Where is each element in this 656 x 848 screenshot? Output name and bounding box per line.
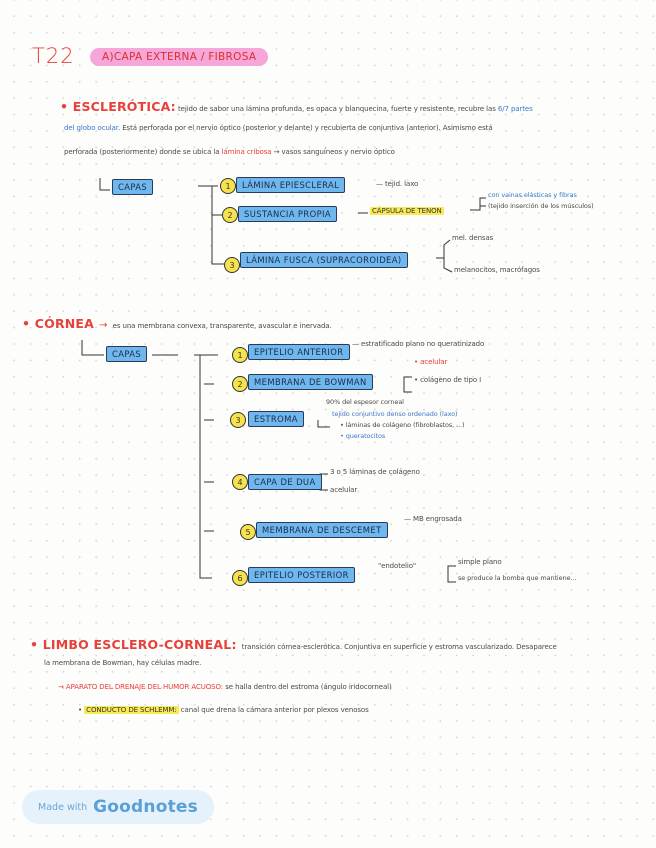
cornea-capas-box: CAPAS xyxy=(106,346,147,362)
layer-estroma: ESTROMA xyxy=(248,411,304,427)
section-title: A)CAPA EXTERNA / FIBROSA xyxy=(90,48,268,66)
layer-note: — MB engrosada xyxy=(404,515,462,523)
layer-note-top: con vainas elásticas y fibras xyxy=(488,191,577,199)
esclerotica-line2: del globo ocular. Está perforada por el nervio óptico (posterior y delante) y recubierta de conjuntiva (anterior). Asimismo está xyxy=(64,124,493,132)
goodnotes-badge xyxy=(22,790,214,824)
limbo-heading: • LIMBO ESCLERO-CORNEAL: xyxy=(30,637,237,652)
layer-note-top: mel. densas xyxy=(452,234,494,242)
limbo-line1: • LIMBO ESCLERO-CORNEAL: transición córnea-esclerótica. Conjuntiva en superficie y estroma vascularizado. Desaparece xyxy=(30,637,557,652)
layer-number: 5 xyxy=(240,524,256,540)
layer-note-bottom: se produce la bomba que mantiene... xyxy=(458,574,577,582)
limbo-drenaje-line: → APARATO DEL DRENAJE DEL HUMOR ACUOSO: se halla dentro del estroma (ángulo iridocorneal) xyxy=(58,683,392,691)
layer-capa-dua: CAPA DE DUA xyxy=(248,474,322,490)
layer-epitelio-posterior: EPITELIO POSTERIOR xyxy=(248,567,355,583)
layer-membrana-bowman: MEMBRANA DE BOWMAN xyxy=(248,374,373,390)
layer-lamina-epiescleral: LÁMINA EPIESCLERAL xyxy=(236,177,345,193)
goodnotes-logo: Goodnotes xyxy=(93,797,198,817)
layer-lamina-fusca: LÁMINA FUSCA (SUPRACOROIDEA) xyxy=(240,252,408,268)
limbo-line2: la membrana de Bowman, hay células madre. xyxy=(44,659,202,667)
layer-note-top: simple plano xyxy=(458,558,502,566)
layer-number: 4 xyxy=(232,474,248,490)
esclerotica-heading: • ESCLERÓTICA: xyxy=(60,99,176,114)
made-with-text: Made with xyxy=(38,801,88,813)
cornea-heading: • CÓRNEA xyxy=(22,316,95,331)
layer-note-top: 3 o 5 láminas de colágeno xyxy=(330,468,420,476)
arrow-icon: → xyxy=(99,320,108,331)
layer-note-b2: • queratocitos xyxy=(340,432,386,440)
layer-note-bottom: (tejido inserción de los músculos) xyxy=(488,202,594,210)
capsula-tenon-highlight: CÁPSULA DE TENON xyxy=(372,207,442,215)
layer-epitelio-anterior: EPITELIO ANTERIOR xyxy=(248,344,350,360)
layer-number: 1 xyxy=(220,178,236,194)
layer-note-top: • acelular xyxy=(414,358,448,366)
cornea-intro: es una membrana convexa, transparente, avascular e inervada. xyxy=(112,322,332,330)
layer-sustancia-propia: SUSTANCIA PROPIA xyxy=(238,206,337,222)
layer-note: — estratificado plano no queratinizado xyxy=(352,340,485,348)
layer-note-bottom: acelular xyxy=(330,486,358,494)
layer-note-top: 90% del espesor corneal xyxy=(326,398,404,406)
schlemm-highlight: CONDUCTO DE SCHLEMM: xyxy=(86,706,177,714)
layer-note-b1: • láminas de colágeno (fibroblastos, ...) xyxy=(340,421,465,429)
esclerotica-line3: perforada (posteriormente) donde se ubica la lámina cribosa → vasos sanguíneos y nervio óptico xyxy=(64,148,395,156)
topic-code: T22 xyxy=(32,44,75,68)
layer-note-quote: "endotelio" xyxy=(378,562,417,570)
layer-number: 2 xyxy=(232,376,248,392)
layer-number: 6 xyxy=(232,570,248,586)
esclerotica-line1: • ESCLERÓTICA: tejido de sabor una lámina profunda, es opaca y blanquecina, fuerte y resistente, recubre las 6/7 partes xyxy=(60,99,533,114)
layer-note-mid: tejido conjuntivo denso ordenado (laxo) xyxy=(332,410,458,418)
layer-number: 3 xyxy=(230,412,246,428)
layer-note-bottom: • colágeno de tipo I xyxy=(414,376,482,384)
cornea-heading-row xyxy=(22,313,332,332)
layer-number: 1 xyxy=(232,347,248,363)
limbo-schlemm-line: • CONDUCTO DE SCHLEMM: canal que drena la cámara anterior por plexos venosos xyxy=(78,706,369,714)
layer-membrana-descemet: MEMBRANA DE DESCEMET xyxy=(256,522,388,538)
layer-number: 3 xyxy=(224,257,240,273)
layer-note: — tejid. laxo xyxy=(376,180,419,188)
layer-number: 2 xyxy=(222,207,238,223)
esclerotica-capas-box: CAPAS xyxy=(112,179,153,195)
layer-note-bottom: melanocitos, macrófagos xyxy=(454,266,540,274)
